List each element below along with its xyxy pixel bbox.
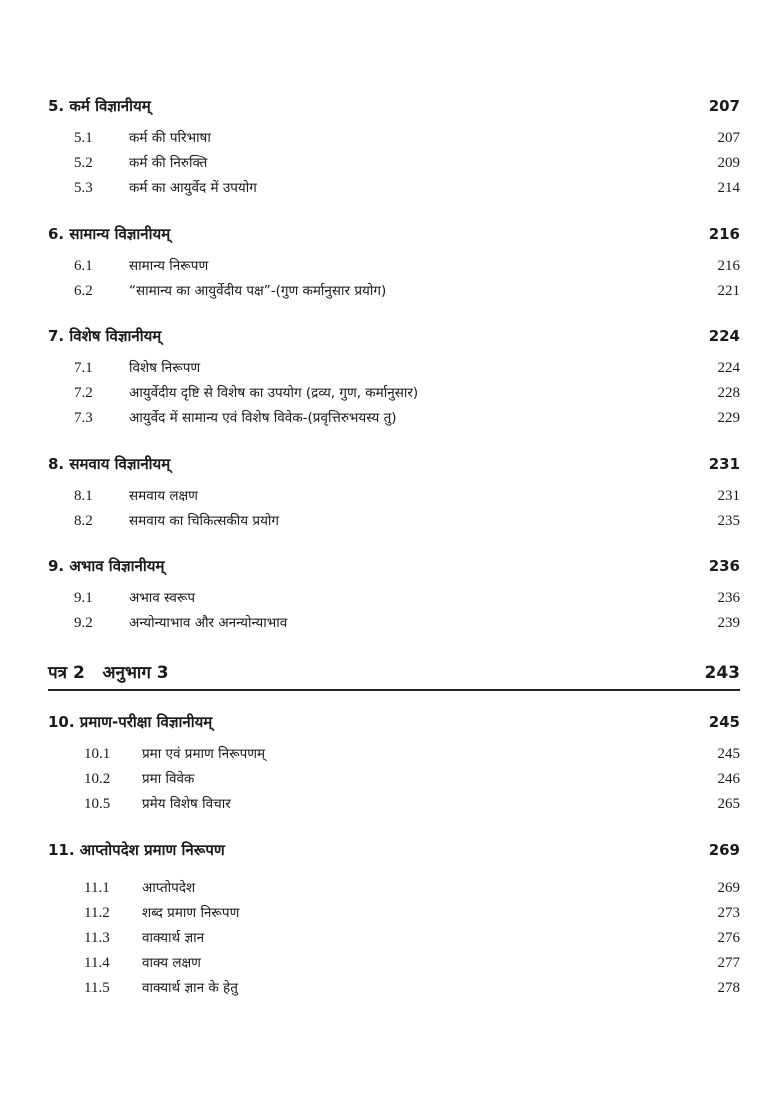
chapter-6: [48, 224, 740, 306]
section-page-number: 239: [717, 615, 740, 631]
chapter-title: 11. आप्तोपदेश प्रमाण निरूपण: [48, 841, 225, 859]
section-list: [48, 256, 740, 306]
chapter-11: [48, 840, 740, 1003]
chapter-9: [48, 556, 740, 638]
section-entry: [48, 588, 740, 613]
section-entry: [48, 794, 740, 819]
chapter-heading: [48, 96, 740, 120]
section-entry: [48, 358, 740, 383]
chapter-title: 5. कर्म विज्ञानीयम्: [48, 97, 151, 115]
section-title: वाक्य लक्षण: [142, 955, 201, 971]
section-entry: [48, 128, 740, 153]
chapter-title: 7. विशेष विज्ञानीयम्: [48, 327, 162, 345]
section-list: [48, 486, 740, 536]
chapter-page-number: 269: [708, 841, 740, 859]
section-entry: [48, 744, 740, 769]
section-title: प्रमा एवं प्रमाण निरूपणम्: [142, 746, 266, 762]
section-page-number: 265: [717, 796, 740, 812]
section-number: 5.1: [74, 130, 93, 146]
section-title: कर्म की परिभाषा: [129, 130, 211, 146]
chapter-title: 9. अभाव विज्ञानीयम्: [48, 557, 165, 575]
section-entry: [48, 178, 740, 203]
chapter-heading: [48, 326, 740, 350]
section-title: समवाय लक्षण: [129, 488, 198, 504]
section-page-number: 207: [717, 130, 740, 146]
chapter-page-number: 245: [708, 713, 740, 731]
section-title: शब्द प्रमाण निरूपण: [142, 905, 240, 921]
chapter-heading: [48, 840, 740, 864]
section-entry: [48, 281, 740, 306]
chapter-title: 10. प्रमाण-परीक्षा विज्ञानीयम्: [48, 713, 213, 731]
section-title: प्रमा विवेक: [142, 771, 195, 787]
chapter-heading: [48, 454, 740, 478]
section-number: 5.2: [74, 155, 93, 171]
section-entry: [48, 256, 740, 281]
section-number: 6.2: [74, 283, 93, 299]
section-page-number: 278: [717, 980, 740, 996]
chapter-page-number: 216: [708, 225, 740, 243]
section-page-number: 235: [717, 513, 740, 529]
section-page-number: 269: [717, 880, 740, 896]
chapter-page-number: 231: [708, 455, 740, 473]
section-number: 10.1: [84, 746, 111, 762]
section-page-number: 216: [717, 258, 740, 274]
section-number: 10.2: [84, 771, 111, 787]
section-entry: [48, 903, 740, 928]
section-entry: [48, 953, 740, 978]
chapter-page-number: 224: [708, 327, 740, 345]
part-title: पत्र 2 अनुभाग 3: [48, 663, 169, 683]
section-number: 7.2: [74, 385, 93, 401]
section-number: 9.2: [74, 615, 93, 631]
section-title: “सामान्य का आयुर्वेदीय पक्ष”-(गुण कर्मानुसार प्रयोग): [129, 283, 387, 299]
section-page-number: 221: [717, 283, 740, 299]
section-number: 9.1: [74, 590, 93, 606]
section-title: समवाय का चिकित्सकीय प्रयोग: [129, 513, 279, 529]
section-title: विशेष निरूपण: [129, 360, 201, 376]
chapter-7: [48, 326, 740, 433]
section-page-number: 214: [717, 180, 740, 196]
section-page-number: 245: [717, 746, 740, 762]
section-entry: [48, 408, 740, 433]
section-number: 11.2: [84, 905, 110, 921]
section-entry: [48, 383, 740, 408]
chapter-title: 6. सामान्य विज्ञानीयम्: [48, 225, 171, 243]
section-title: आप्तोपदेश: [142, 880, 196, 896]
section-entry: [48, 511, 740, 536]
section-entry: [48, 769, 740, 794]
section-title: अन्योन्याभाव और अनन्योन्याभाव: [129, 615, 288, 631]
part-heading: [48, 660, 740, 691]
chapter-page-number: 207: [708, 97, 740, 115]
chapter-heading: [48, 556, 740, 580]
section-number: 7.3: [74, 410, 93, 426]
section-page-number: 277: [717, 955, 740, 971]
section-list: [48, 128, 740, 203]
section-title: वाक्यार्थ ज्ञान: [142, 930, 205, 946]
chapter-8: [48, 454, 740, 536]
section-number: 5.3: [74, 180, 93, 196]
section-page-number: 231: [717, 488, 740, 504]
section-title: कर्म का आयुर्वेद में उपयोग: [129, 180, 257, 196]
section-page-number: 209: [717, 155, 740, 171]
chapter-heading: [48, 712, 740, 736]
section-number: 11.1: [84, 880, 110, 896]
section-title: वाक्यार्थ ज्ञान के हेतु: [142, 980, 238, 996]
section-title: आयुर्वेद में सामान्य एवं विशेष विवेक-(प्रवृत्तिरुभयस्य तु): [129, 410, 397, 426]
section-number: 7.1: [74, 360, 93, 376]
section-list: [48, 744, 740, 819]
section-list: [48, 878, 740, 1003]
chapter-title: 8. समवाय विज्ञानीयम्: [48, 455, 171, 473]
section-entry: [48, 978, 740, 1003]
section-page-number: 224: [717, 360, 740, 376]
section-entry: [48, 486, 740, 511]
section-number: 11.5: [84, 980, 110, 996]
chapter-10: [48, 712, 740, 819]
section-number: 11.4: [84, 955, 110, 971]
section-page-number: 273: [717, 905, 740, 921]
section-title: आयुर्वेदीय दृष्टि से विशेष का उपयोग (द्रव्य, गुण, कर्मानुसार): [129, 385, 419, 401]
section-entry: [48, 928, 740, 953]
chapter-page-number: 236: [708, 557, 740, 575]
chapter-heading: [48, 224, 740, 248]
section-entry: [48, 153, 740, 178]
chapter-5: [48, 96, 740, 203]
section-list: [48, 588, 740, 638]
section-page-number: 229: [717, 410, 740, 426]
part-page-number: 243: [704, 663, 740, 683]
section-number: 6.1: [74, 258, 93, 274]
section-title: प्रमेय विशेष विचार: [142, 796, 231, 812]
section-number: 11.3: [84, 930, 110, 946]
section-number: 8.2: [74, 513, 93, 529]
section-number: 8.1: [74, 488, 93, 504]
section-title: कर्म की निरुक्ति: [129, 155, 208, 171]
section-list: [48, 358, 740, 433]
section-entry: [48, 878, 740, 903]
section-number: 10.5: [84, 796, 111, 812]
section-entry: [48, 613, 740, 638]
section-page-number: 236: [717, 590, 740, 606]
section-title: सामान्य निरूपण: [129, 258, 209, 274]
section-page-number: 246: [717, 771, 740, 787]
section-page-number: 228: [717, 385, 740, 401]
section-title: अभाव स्वरूप: [129, 590, 196, 606]
section-page-number: 276: [717, 930, 740, 946]
